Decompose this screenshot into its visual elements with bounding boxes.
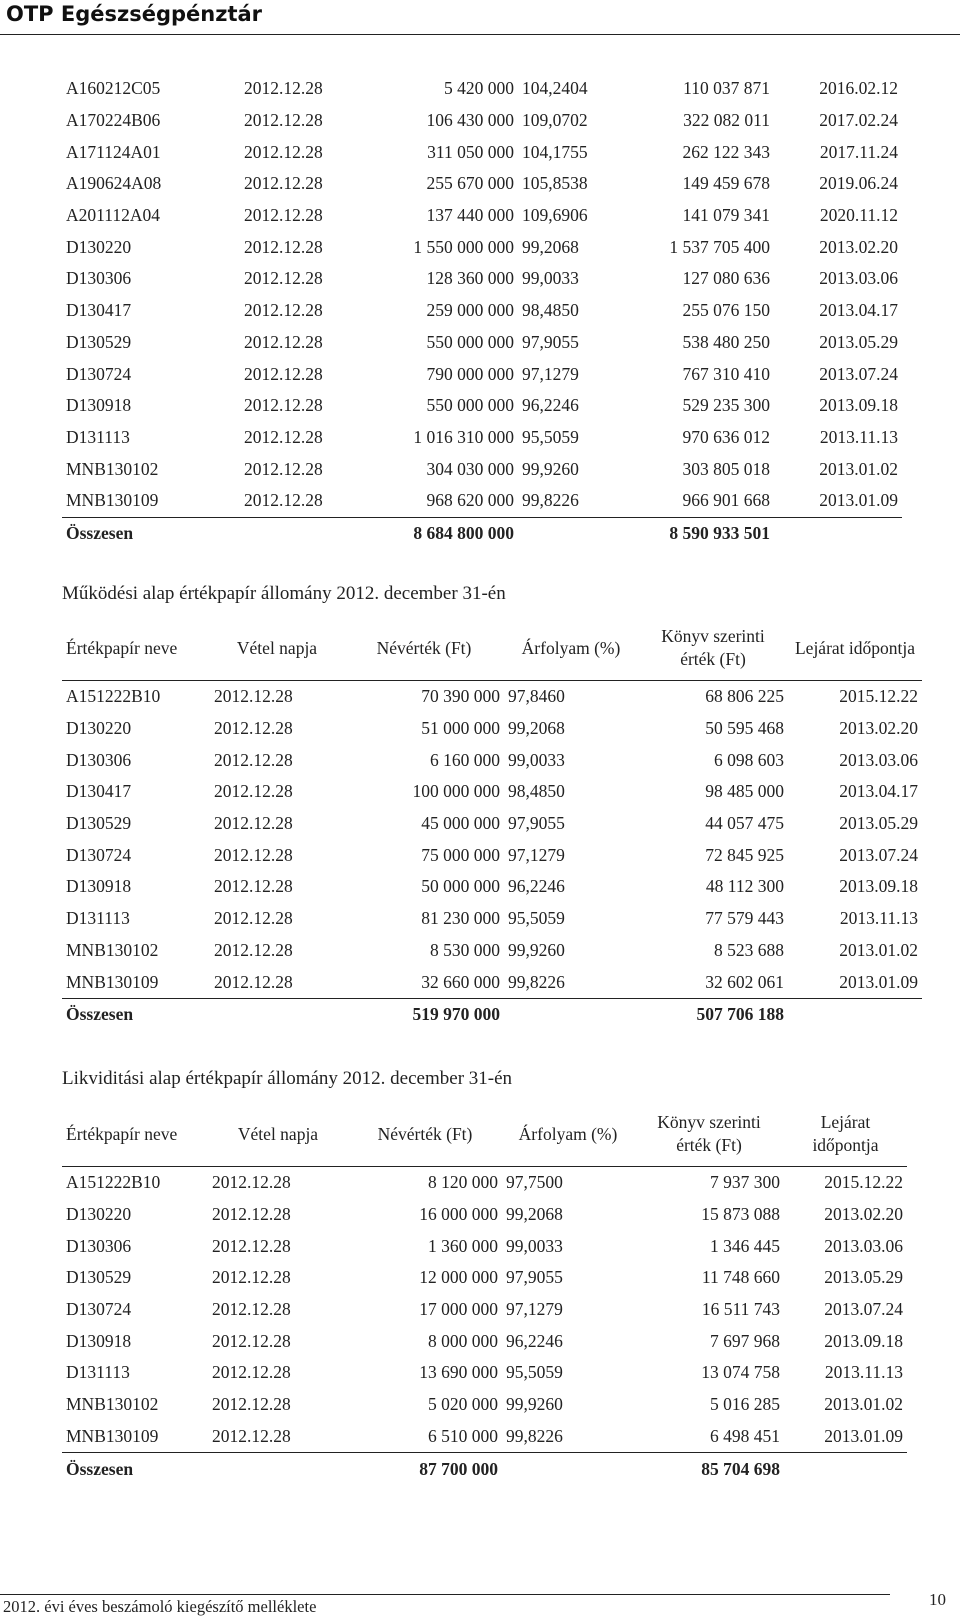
table-cell: 2012.12.28 <box>244 426 323 447</box>
footer-divider <box>0 1594 890 1595</box>
table-cell: D130529 <box>66 331 132 352</box>
total-row <box>62 517 902 549</box>
table-cell: 98,4850 <box>522 300 579 321</box>
table-cell: 99,2068 <box>506 1204 563 1225</box>
table-cell: 32 660 000 <box>421 971 500 992</box>
table-cell: 7 697 968 <box>710 1330 780 1351</box>
table-cell: 98 485 000 <box>705 781 784 802</box>
table-cell: 99,9260 <box>506 1394 563 1415</box>
table-cell: 2012.12.28 <box>214 686 293 707</box>
table-cell: 96,2246 <box>522 395 579 416</box>
table-cell: 550 000 000 <box>426 395 514 416</box>
table-cell: 2013.02.20 <box>819 236 898 257</box>
table-cell: 6 498 451 <box>710 1425 780 1446</box>
table-row <box>62 105 902 137</box>
table-cell: 96,2246 <box>508 876 565 897</box>
table-row <box>62 1167 907 1199</box>
table-cell: 99,2068 <box>522 236 579 257</box>
table-cell: 2013.03.06 <box>824 1235 903 1256</box>
table-row <box>62 485 902 517</box>
table-row <box>62 1357 907 1389</box>
table-cell: D130220 <box>66 718 132 739</box>
table-cell: 95,5059 <box>522 426 579 447</box>
table-cell: A160212C05 <box>66 78 161 99</box>
table-cell: 2013.11.13 <box>839 908 918 929</box>
table-row <box>62 966 922 998</box>
table-row <box>62 808 922 840</box>
total-empty-cell <box>502 1453 634 1485</box>
table-cell: 538 480 250 <box>682 331 770 352</box>
table-cell: 2012.12.28 <box>214 939 293 960</box>
securities-table-operating <box>62 616 922 1031</box>
table-cell: 2013.05.29 <box>819 331 898 352</box>
table-cell: 2012.12.28 <box>244 395 323 416</box>
table-cell: 141 079 341 <box>682 205 770 226</box>
table-cell: 259 000 000 <box>426 300 514 321</box>
table-cell: 99,8226 <box>522 490 579 511</box>
table-cell: 1 360 000 <box>428 1235 498 1256</box>
table-row <box>62 839 922 871</box>
table-cell: 97,1279 <box>522 363 579 384</box>
table-cell: D130724 <box>66 1299 132 1320</box>
table-cell: 104,2404 <box>522 78 588 99</box>
table-cell: 2020.11.12 <box>819 205 898 226</box>
table-cell: D130306 <box>66 1235 132 1256</box>
table-cell: 2013.03.06 <box>819 268 898 289</box>
total-empty-cell <box>784 1453 907 1485</box>
table-cell: 72 845 925 <box>705 844 784 865</box>
table-cell: 2012.12.28 <box>214 844 293 865</box>
table-cell: D131113 <box>66 908 130 929</box>
total-row <box>62 998 922 1030</box>
table-row <box>62 327 902 359</box>
table-cell: 11 748 660 <box>701 1267 780 1288</box>
table-cell: 97,8460 <box>508 686 565 707</box>
table-cell: 2013.02.20 <box>839 718 918 739</box>
total-row <box>62 1453 907 1485</box>
table-cell: D130417 <box>66 781 132 802</box>
total-label: Összesen <box>62 517 240 549</box>
table-cell: MNB130102 <box>66 458 159 479</box>
securities-table-liquidity <box>62 1102 907 1485</box>
table-row <box>62 422 902 454</box>
total-empty-cell <box>208 1453 348 1485</box>
table-cell: 1 537 705 400 <box>669 236 770 257</box>
table-cell: 8 523 688 <box>714 939 784 960</box>
table-cell: 17 000 000 <box>419 1299 498 1320</box>
table-cell: 2012.12.28 <box>212 1204 291 1225</box>
table-cell: 2012.12.28 <box>244 363 323 384</box>
table-cell: 2013.07.24 <box>819 363 898 384</box>
table-cell: 2012.12.28 <box>244 268 323 289</box>
table-cell: 1 016 310 000 <box>413 426 514 447</box>
table-cell: A171124A01 <box>66 141 161 162</box>
table-cell: MNB130102 <box>66 939 159 960</box>
table-cell: 15 873 088 <box>701 1204 780 1225</box>
table-cell: 96,2246 <box>506 1330 563 1351</box>
column-header: Könyv szerinti érték (Ft) <box>638 616 788 681</box>
table-cell: 104,1755 <box>522 141 588 162</box>
table-row <box>62 713 922 745</box>
table-cell: 2013.04.17 <box>819 300 898 321</box>
table-row <box>62 681 922 713</box>
table-cell: 2013.11.13 <box>824 1362 903 1383</box>
table-row <box>62 295 902 327</box>
table-cell: 2013.02.20 <box>824 1204 903 1225</box>
table-cell: MNB130109 <box>66 490 159 511</box>
table-cell: D131113 <box>66 1362 130 1383</box>
column-header: Névérték (Ft) <box>344 616 504 681</box>
table-cell: 2012.12.28 <box>244 490 323 511</box>
table-cell: 1 346 445 <box>710 1235 780 1256</box>
total-book: 507 706 188 <box>638 998 788 1030</box>
table-cell: 303 805 018 <box>682 458 770 479</box>
table-cell: 2013.09.18 <box>824 1330 903 1351</box>
table-cell: 149 459 678 <box>682 173 770 194</box>
table-row <box>62 1294 907 1326</box>
table-cell: 97,1279 <box>508 844 565 865</box>
table-cell: 48 112 300 <box>705 876 784 897</box>
column-header: Névérték (Ft) <box>348 1102 502 1167</box>
page-title: OTP Egészségpénztár <box>6 2 263 26</box>
table-cell: 99,8226 <box>508 971 565 992</box>
table-cell: 2013.07.24 <box>824 1299 903 1320</box>
table-cell: 2017.11.24 <box>819 141 898 162</box>
table-cell: 2012.12.28 <box>244 78 323 99</box>
table-cell: 2012.12.28 <box>214 876 293 897</box>
table-cell: A201112A04 <box>66 205 160 226</box>
table-cell: 2013.05.29 <box>839 813 918 834</box>
table-cell: 100 000 000 <box>412 781 500 802</box>
table-cell: A170224B06 <box>66 110 161 131</box>
table-row <box>62 263 902 295</box>
operating-fund-title: Működési alap értékpapír állomány 2012. december 31-én <box>62 583 506 604</box>
table-cell: 262 122 343 <box>682 141 770 162</box>
table-row <box>62 1389 907 1421</box>
table-row <box>62 390 902 422</box>
table-cell: 51 000 000 <box>421 718 500 739</box>
table-cell: 8 000 000 <box>428 1330 498 1351</box>
table-cell: A151222B10 <box>66 686 161 707</box>
table-cell: 2013.03.06 <box>839 749 918 770</box>
table-cell: 311 050 000 <box>427 141 514 162</box>
table-cell: 767 310 410 <box>682 363 770 384</box>
table-cell: MNB130102 <box>66 1394 159 1415</box>
column-header: Könyv szerinti érték (Ft) <box>634 1102 784 1167</box>
table-cell: 2012.12.28 <box>244 173 323 194</box>
table-cell: 99,0033 <box>506 1235 563 1256</box>
table-cell: 99,2068 <box>508 718 565 739</box>
table-cell: 2013.01.02 <box>819 458 898 479</box>
table-cell: 2015.12.22 <box>824 1172 903 1193</box>
total-book: 8 590 933 501 <box>626 517 774 549</box>
table-cell: 32 602 061 <box>705 971 784 992</box>
table-cell: 2013.01.02 <box>839 939 918 960</box>
table-cell: 50 595 468 <box>705 718 784 739</box>
page-header <box>0 0 960 35</box>
table-cell: 44 057 475 <box>705 813 784 834</box>
column-header: Vétel napja <box>210 616 344 681</box>
table-cell: D130529 <box>66 813 132 834</box>
table-cell: 50 000 000 <box>421 876 500 897</box>
table-cell: 2012.12.28 <box>212 1235 291 1256</box>
table-cell: 6 098 603 <box>714 749 784 770</box>
table-cell: 70 390 000 <box>421 686 500 707</box>
table-row <box>62 231 902 263</box>
table-cell: 2013.05.29 <box>824 1267 903 1288</box>
table-cell: 109,0702 <box>522 110 588 131</box>
table-cell: 2013.01.02 <box>824 1394 903 1415</box>
table-row <box>62 1262 907 1294</box>
table-row <box>62 1199 907 1231</box>
column-header: Értékpapír neve <box>62 616 210 681</box>
table-cell: 2012.12.28 <box>244 300 323 321</box>
table-cell: A190624A08 <box>66 173 162 194</box>
table-cell: 99,8226 <box>506 1425 563 1446</box>
table-row <box>62 1325 907 1357</box>
table-cell: 2016.02.12 <box>819 78 898 99</box>
table-cell: 81 230 000 <box>421 908 500 929</box>
total-empty-cell <box>504 998 638 1030</box>
table-cell: 75 000 000 <box>421 844 500 865</box>
table-cell: 8 530 000 <box>430 939 500 960</box>
table-cell: 2012.12.28 <box>244 236 323 257</box>
total-face: 8 684 800 000 <box>360 517 518 549</box>
table-cell: 2012.12.28 <box>244 458 323 479</box>
total-book: 85 704 698 <box>634 1453 784 1485</box>
table-cell: 2013.11.13 <box>819 426 898 447</box>
table-cell: D130306 <box>66 749 132 770</box>
total-empty-cell <box>210 998 344 1030</box>
table-cell: 2017.02.24 <box>819 110 898 131</box>
table-cell: 968 620 000 <box>426 490 514 511</box>
table-cell: 2013.09.18 <box>839 876 918 897</box>
table-cell: 45 000 000 <box>421 813 500 834</box>
table-cell: 2013.01.09 <box>839 971 918 992</box>
table-cell: 2013.01.09 <box>819 490 898 511</box>
total-empty-cell <box>774 517 902 549</box>
table-cell: 99,0033 <box>522 268 579 289</box>
table-cell: 128 360 000 <box>426 268 514 289</box>
table-cell: D130529 <box>66 1267 132 1288</box>
table-cell: 304 030 000 <box>426 458 514 479</box>
table-cell: 790 000 000 <box>426 363 514 384</box>
total-empty-cell <box>518 517 626 549</box>
table-cell: 6 510 000 <box>428 1425 498 1446</box>
table-cell: 2013.01.09 <box>824 1425 903 1446</box>
table-cell: 5 016 285 <box>710 1394 780 1415</box>
table-cell: 2012.12.28 <box>212 1330 291 1351</box>
table-cell: 2012.12.28 <box>212 1394 291 1415</box>
table-row <box>62 903 922 935</box>
table-row <box>62 200 902 232</box>
table-cell: 2012.12.28 <box>244 141 323 162</box>
table-cell: 109,6906 <box>522 205 588 226</box>
table-cell: 322 082 011 <box>683 110 770 131</box>
table-row <box>62 935 922 967</box>
table-cell: 127 080 636 <box>682 268 770 289</box>
table-cell: D130220 <box>66 1204 132 1225</box>
column-header: Értékpapír neve <box>62 1102 208 1167</box>
table-cell: 2013.04.17 <box>839 781 918 802</box>
table-cell: 97,9055 <box>522 331 579 352</box>
table-cell: 98,4850 <box>508 781 565 802</box>
table-cell: 2012.12.28 <box>244 331 323 352</box>
table-cell: MNB130109 <box>66 1425 159 1446</box>
liquidity-fund-title: Likviditási alap értékpapír állomány 2012. december 31-én <box>62 1068 513 1089</box>
table-cell: 2012.12.28 <box>244 110 323 131</box>
table-cell: D130220 <box>66 236 132 257</box>
table-cell: 6 160 000 <box>430 749 500 770</box>
table-cell: 16 511 743 <box>701 1299 780 1320</box>
table-row <box>62 358 902 390</box>
table-row <box>62 776 922 808</box>
table-cell: D130417 <box>66 300 132 321</box>
table-cell: 2012.12.28 <box>212 1172 291 1193</box>
column-header: Lejárat időpontja <box>788 616 922 681</box>
table-cell: 97,9055 <box>506 1267 563 1288</box>
table-cell: 255 076 150 <box>682 300 770 321</box>
table-cell: 2013.07.24 <box>839 844 918 865</box>
table-cell: 13 690 000 <box>419 1362 498 1383</box>
table-cell: 2012.12.28 <box>214 971 293 992</box>
total-face: 519 970 000 <box>344 998 504 1030</box>
table-cell: 99,9260 <box>508 939 565 960</box>
table-cell: 1 550 000 000 <box>413 236 514 257</box>
total-empty-cell <box>240 517 360 549</box>
table-cell: 2012.12.28 <box>244 205 323 226</box>
table-cell: 110 037 871 <box>683 78 770 99</box>
table-cell: 105,8538 <box>522 173 588 194</box>
table-cell: D130724 <box>66 844 132 865</box>
table-header-row <box>62 1102 907 1167</box>
table-cell: 2012.12.28 <box>212 1425 291 1446</box>
table-cell: 13 074 758 <box>701 1362 780 1383</box>
table-cell: D130918 <box>66 876 132 897</box>
table-cell: D131113 <box>66 426 130 447</box>
table-cell: 550 000 000 <box>426 331 514 352</box>
table-row <box>62 871 922 903</box>
column-header: Árfolyam (%) <box>502 1102 634 1167</box>
table-cell: 2015.12.22 <box>839 686 918 707</box>
total-face: 87 700 000 <box>348 1453 502 1485</box>
table-row <box>62 1421 907 1453</box>
table-cell: 2012.12.28 <box>214 781 293 802</box>
table-cell: D130306 <box>66 268 132 289</box>
column-header: Árfolyam (%) <box>504 616 638 681</box>
table-cell: 970 636 012 <box>682 426 770 447</box>
table-cell: 2012.12.28 <box>214 718 293 739</box>
table-header-row <box>62 616 922 681</box>
table-cell: 95,5059 <box>506 1362 563 1383</box>
table-cell: 5 420 000 <box>444 78 514 99</box>
footer-caption: 2012. évi éves beszámoló kiegészítő melléklete <box>3 1597 317 1616</box>
column-header: Vétel napja <box>208 1102 348 1167</box>
table-cell: 68 806 225 <box>705 686 784 707</box>
table-row <box>62 744 922 776</box>
column-header: Lejárat időpontja <box>784 1102 907 1167</box>
table-cell: 5 020 000 <box>428 1394 498 1415</box>
table-cell: MNB130109 <box>66 971 159 992</box>
table-cell: 255 670 000 <box>426 173 514 194</box>
table-cell: 2012.12.28 <box>214 813 293 834</box>
table-cell: 2012.12.28 <box>212 1299 291 1320</box>
table-cell: 99,9260 <box>522 458 579 479</box>
table-row <box>62 453 902 485</box>
table-cell: 2019.06.24 <box>819 173 898 194</box>
table-cell: 966 901 668 <box>682 490 770 511</box>
table-cell: 8 120 000 <box>428 1172 498 1193</box>
table-cell: 16 000 000 <box>419 1204 498 1225</box>
table-cell: 2013.09.18 <box>819 395 898 416</box>
table-cell: 106 430 000 <box>426 110 514 131</box>
table-cell: 2012.12.28 <box>214 908 293 929</box>
table-cell: D130918 <box>66 395 132 416</box>
table-row <box>62 136 902 168</box>
table-cell: 95,5059 <box>508 908 565 929</box>
table-cell: 97,9055 <box>508 813 565 834</box>
total-empty-cell <box>788 998 922 1030</box>
table-cell: 2012.12.28 <box>212 1362 291 1383</box>
total-label: Összesen <box>62 1453 208 1485</box>
page-number: 10 <box>929 1590 946 1609</box>
table-cell: 97,7500 <box>506 1172 563 1193</box>
table-cell: D130724 <box>66 363 132 384</box>
securities-table-main <box>62 73 902 549</box>
table-cell: 137 440 000 <box>426 205 514 226</box>
table-cell: A151222B10 <box>66 1172 161 1193</box>
total-label: Összesen <box>62 998 210 1030</box>
table-cell: 99,0033 <box>508 749 565 770</box>
table-cell: 7 937 300 <box>710 1172 780 1193</box>
table-cell: 12 000 000 <box>419 1267 498 1288</box>
table-cell: 2012.12.28 <box>212 1267 291 1288</box>
table-cell: 2012.12.28 <box>214 749 293 770</box>
table-row <box>62 168 902 200</box>
table-cell: 77 579 443 <box>705 908 784 929</box>
table-row <box>62 1230 907 1262</box>
table-cell: D130918 <box>66 1330 132 1351</box>
table-row <box>62 73 902 105</box>
table-cell: 529 235 300 <box>682 395 770 416</box>
table-cell: 97,1279 <box>506 1299 563 1320</box>
